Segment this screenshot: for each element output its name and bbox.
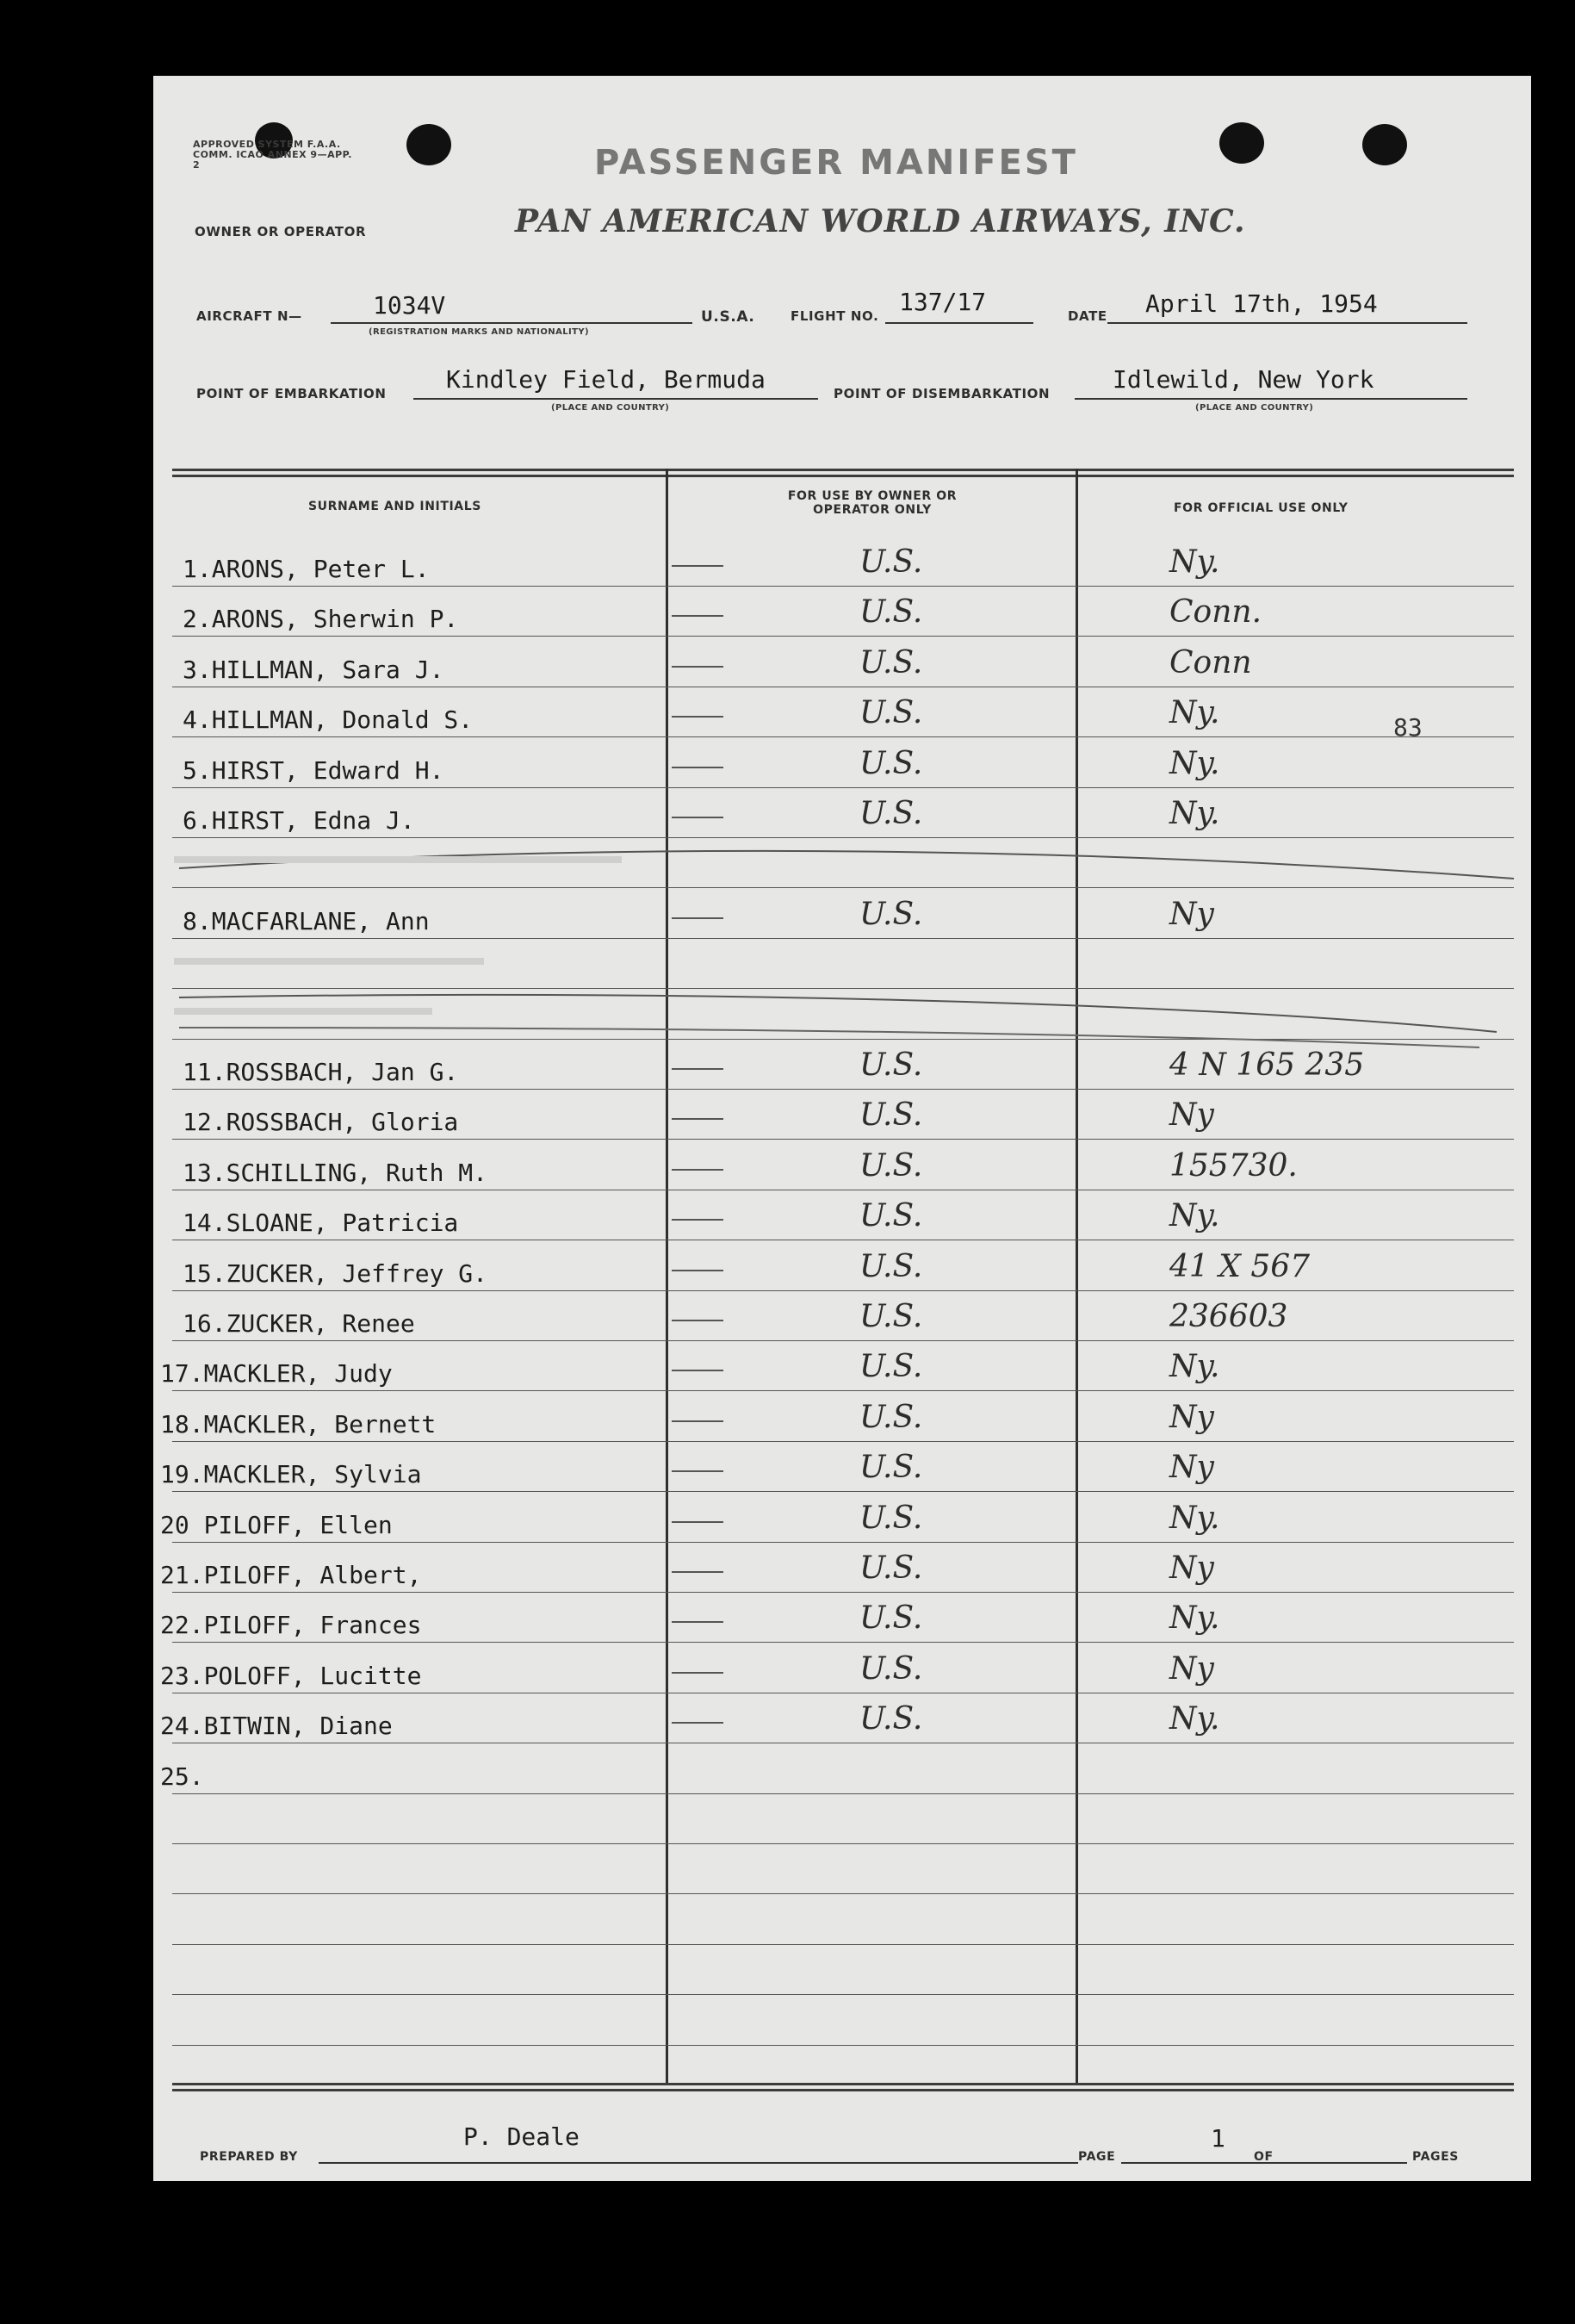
pages-label: PAGES (1412, 2150, 1459, 2164)
erased-row (174, 958, 484, 965)
passenger-name: 11.ROSSBACH, Jan G. (183, 1058, 459, 1086)
owner-use-mark: U.S. (859, 1198, 923, 1234)
owner-use-mark: U.S. (859, 1248, 923, 1284)
passenger-name: 4.HILLMAN, Donald S. (183, 705, 474, 735)
official-use-mark: Ny (1169, 896, 1214, 932)
passenger-name: 25. (160, 1762, 204, 1791)
owner-use-mark: U.S. (859, 1399, 923, 1435)
passenger-name: 18.MACKLER, Bernett (160, 1409, 437, 1439)
page-number: 1 (1211, 2124, 1225, 2153)
aircraft-value: 1034V (373, 291, 446, 320)
official-use-mark: 236603 (1169, 1299, 1288, 1334)
owner-label: OWNER OR OPERATOR (195, 224, 367, 239)
official-use-mark: Ny (1169, 1650, 1214, 1687)
passenger-name: 24.BITWIN, Diane (160, 1712, 393, 1741)
strike-lines (153, 76, 1531, 2181)
flight-value: 137/17 (899, 288, 987, 316)
owner-name: PAN AMERICAN WORLD AIRWAYS, INC. (515, 203, 1246, 239)
passenger-name: 19.MACKLER, Sylvia (160, 1460, 422, 1489)
passenger-name: 12.ROSSBACH, Gloria (183, 1108, 459, 1137)
owner-use-mark: U.S. (859, 1500, 923, 1536)
embark-place-note: (PLACE AND COUNTRY) (551, 403, 670, 413)
passenger-name: 20 PILOFF, Ellen (160, 1510, 393, 1539)
embarkation-label: POINT OF EMBARKATION (196, 386, 387, 401)
official-use-mark: 155730. (1169, 1147, 1298, 1184)
passenger-name: 23.POLOFF, Lucitte (160, 1661, 422, 1690)
page-title: PASSENGER MANIFEST (594, 143, 1078, 183)
column-header-official-use: FOR OFFICIAL USE ONLY (1174, 501, 1349, 515)
passenger-name: 5.HIRST, Edward H. (183, 755, 444, 785)
owner-use-mark: U.S. (859, 695, 923, 731)
strike-line (179, 851, 1514, 879)
owner-use-mark: U.S. (859, 1147, 923, 1184)
owner-use-mark: U.S. (859, 594, 923, 631)
flight-label: FLIGHT NO. (791, 308, 879, 324)
usa-label: U.S.A. (701, 308, 755, 326)
owner-use-mark: U.S. (859, 796, 923, 831)
passenger-name: 15.ZUCKER, Jeffrey G. (183, 1258, 488, 1288)
owner-use-mark: U.S. (859, 1550, 923, 1586)
official-use-mark: Ny. (1169, 1600, 1220, 1637)
date-label: DATE (1068, 308, 1107, 324)
erased-row (174, 1008, 432, 1015)
owner-use-mark: U.S. (859, 745, 923, 781)
passenger-name: 17.MACKLER, Judy (160, 1359, 393, 1389)
official-use-mark: Ny. (1169, 796, 1220, 831)
official-use-mark: Conn. (1169, 594, 1262, 631)
official-use-mark: Conn (1169, 644, 1252, 680)
owner-use-mark: U.S. (859, 1650, 923, 1687)
official-use-mark: Ny. (1169, 745, 1220, 781)
of-underline (1278, 2162, 1407, 2164)
table-bottom-rule (172, 2089, 1514, 2091)
approval-stamp: APPROVED SYSTEM F.A.A. COMM. ICAO ANNEX 9—APP. 2 (193, 139, 352, 171)
owner-use-mark: U.S. (859, 544, 923, 580)
official-use-mark: Ny (1169, 1399, 1214, 1435)
passenger-name: 14.SLOANE, Patricia (183, 1209, 459, 1238)
passenger-name: 8.MACFARLANE, Ann (183, 906, 430, 935)
strike-line (179, 1028, 1479, 1047)
owner-use-mark: U.S. (859, 1097, 923, 1134)
manifest-sheet (153, 76, 1531, 2181)
official-use-mark: Ny. (1169, 1198, 1220, 1234)
official-use-mark: Ny. (1169, 1500, 1220, 1536)
passenger-name: 6.HIRST, Edna J. (183, 806, 415, 835)
prepared-by-underline (319, 2162, 1078, 2164)
of-label: OF (1254, 2150, 1274, 2164)
prepared-by-label: PREPARED BY (200, 2150, 298, 2164)
official-use-mark: Ny (1169, 1097, 1214, 1134)
prepared-by-value: P. Deale (463, 2122, 580, 2151)
passenger-name: 21.PILOFF, Albert, (160, 1561, 422, 1589)
passenger-name: 16.ZUCKER, Renee (183, 1309, 415, 1338)
official-use-mark: Ny. (1169, 1701, 1220, 1737)
passenger-name: 13.SCHILLING, Ruth M. (183, 1158, 488, 1187)
official-use-mark: Ny (1169, 1450, 1214, 1486)
owner-use-mark: U.S. (859, 1600, 923, 1637)
passenger-name: 22.PILOFF, Frances (160, 1611, 422, 1640)
margin-note: 83 (1393, 713, 1423, 742)
official-use-mark: 41 X 567 (1169, 1248, 1311, 1284)
official-use-mark: Ny. (1169, 1349, 1220, 1385)
official-use-mark: Ny. (1169, 695, 1220, 731)
owner-use-mark: U.S. (859, 1701, 923, 1737)
official-use-mark: Ny (1169, 1550, 1214, 1586)
column-header-owner-use: FOR USE BY OWNER OR OPERATOR ONLY (787, 489, 958, 517)
table-bottom-rule (172, 2083, 1514, 2085)
owner-use-mark: U.S. (859, 1349, 923, 1385)
column-header-surname: SURNAME AND INITIALS (308, 500, 481, 513)
date-value: April 17th, 1954 (1145, 289, 1378, 318)
disembarkation-value: Idlewild, New York (1113, 365, 1374, 394)
page-label: PAGE (1078, 2150, 1116, 2164)
passenger-name: 1.ARONS, Peter L. (183, 555, 430, 583)
owner-use-mark: U.S. (859, 896, 923, 932)
embarkation-value: Kindley Field, Bermuda (446, 365, 766, 394)
owner-use-mark: U.S. (859, 1047, 923, 1083)
registration-note: (REGISTRATION MARKS AND NATIONALITY) (369, 327, 589, 337)
aircraft-label: AIRCRAFT N— (196, 308, 302, 324)
disembark-place-note: (PLACE AND COUNTRY) (1195, 403, 1314, 413)
official-use-mark: 4 N 165 235 (1169, 1047, 1365, 1083)
erased-row (174, 856, 622, 863)
owner-use-mark: U.S. (859, 1450, 923, 1486)
official-use-mark: Ny. (1169, 544, 1220, 580)
passenger-name: 3.HILLMAN, Sara J. (183, 655, 444, 684)
disembarkation-label: POINT OF DISEMBARKATION (834, 386, 1051, 401)
owner-use-mark: U.S. (859, 644, 923, 680)
owner-use-mark: U.S. (859, 1299, 923, 1334)
passenger-name: 2.ARONS, Sherwin P. (183, 605, 459, 634)
